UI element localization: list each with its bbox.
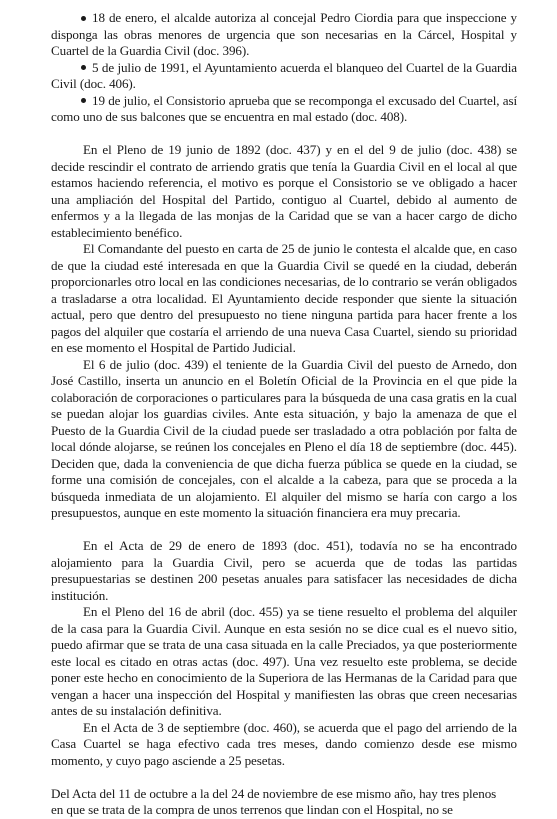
paragraph: El 6 de julio (doc. 439) el teniente de la Guardia Civil del puesto de Arnedo, don José Castillo, inserta un anuncio en el Boletín Oficial de la Provincia en el que pide la colaboración de corporaciones o particulares para la búsqueda de una casa gratis en la cual se puedan alojar los guardias civiles. Ante esta situación, y bajo la amenaza de que el Puesto de la Guardia Civil de la ciudad puede ser trasladado a otra población por falta de local dónde alojarse, se reúnen los concejales en Pleno el día 18 de septiembre (doc. 445). Deciden que, dada la conveniencia de que dicha fuerza pública se quede en la ciudad, se forme una comisión de concejales, con el alcalde a la cabeza, para que se proceda a la búsqueda inmediata de un alojamiento. El alquiler del mismo se haría con cargo a los presupuestos, aunque en este momento la situación financiera era muy precaria. bbox=[51, 356, 517, 520]
paragraph-gap bbox=[51, 126, 517, 143]
bullet-icon bbox=[81, 65, 86, 70]
document-page bbox=[51, 10, 517, 819]
bullet-text: 19 de julio, el Consistorio aprueba que se recomponga el excusado del Cuartel, así como uno de sus balcones que se encuentra en mal estado (doc. 408). bbox=[51, 92, 517, 124]
paragraph-gap bbox=[51, 522, 517, 539]
bullet-icon bbox=[81, 16, 86, 21]
bullet-item bbox=[51, 60, 517, 93]
bullet-item bbox=[51, 93, 517, 126]
bullet-item bbox=[51, 10, 517, 60]
paragraph: En el Acta de 29 de enero de 1893 (doc. 451), todavía no se ha encontrado alojamiento para la Guardia Civil, pero se acuerda que de todas las partidas presupuestarias se destinen 200 pesetas anuales para satisfacer las necesidades de dicha institución. bbox=[51, 538, 517, 603]
paragraph: En el Pleno del 16 de abril (doc. 455) ya se tiene resuelto el problema del alquiler de la casa para la Guardia Civil. Aunque en esta sesión no se dice cual es el nuevo sitio, puedo afirmar que se trata de una casa situada en la calle Preciados, ya que posteriormente este local es citado en otras actas (doc. 497). Una vez resuelto este problema, se decide poner este hecho en conocimiento de la Superiora de las Hermanas de la Caridad para que vengan a hacer una inspección del Hospital y manifiesten las obras que creen necesarias antes de su instalación definitiva. bbox=[51, 604, 517, 718]
paragraph: El Comandante del puesto en carta de 25 de junio le contesta el alcalde que, en caso de que la ciudad esté interesada en que la Guardia Civil se quedé en la ciudad, deberán proporcionarles otro local en las condiciones necesarias, de lo contrario se verán obligados a trasladarse a otra localidad. El Ayuntamiento decide responder que siente la situación actual, pero que dentro del presupuesto no tiene ninguna partida para hacer frente a los pagos del alquiler que costaría el arriendo de una nueva Casa Cuartel, siendo su prioridad en ese momento el Hospital de Partido Judicial. bbox=[51, 241, 518, 355]
closing-line: en que se trata de la compra de unos terrenos que lindan con el Hospital, no se bbox=[51, 802, 453, 817]
bullet-text: 18 de enero, el alcalde autoriza al concejal Pedro Ciordia para que inspeccione y disponga las obras menores de urgencia que son necesarias en la Cárcel, Hospital y Cuartel de la Guardia Civil (doc. 396). bbox=[51, 10, 517, 58]
bullet-icon bbox=[81, 98, 86, 103]
paragraph-gap bbox=[51, 769, 517, 786]
paragraph: En el Pleno de 19 junio de 1892 (doc. 437) y en el del 9 de julio (doc. 438) se decide rescindir el contrato de arriendo gratis que tenía la Guardia Civil en el local al que estamos haciendo referencia, el motivo es porque el Consistorio se ve obligado a hacer una ampliación del Hospital del Partido, contiguo al Cuartel, debido al aumento de enfermos y a la llegada de las monjas de la Caridad que se van a hacer cargo de dicho establecimiento benéfico. bbox=[51, 142, 517, 240]
paragraph: En el Acta de 3 de septiembre (doc. 460), se acuerda que el pago del arriendo de la Casa Cuartel se haga efectivo cada tres meses, dando comienzo desde ese mismo momento, y cuyo pago asciende a 25 pesetas. bbox=[51, 719, 517, 768]
bullet-text: 5 de julio de 1991, el Ayuntamiento acuerda el blanqueo del Cuartel de la Guardia Civil (doc. 406). bbox=[51, 59, 517, 91]
closing-line: Del Acta del 11 de octubre a la del 24 de noviembre de ese mismo año, hay tres plenos bbox=[51, 785, 497, 801]
